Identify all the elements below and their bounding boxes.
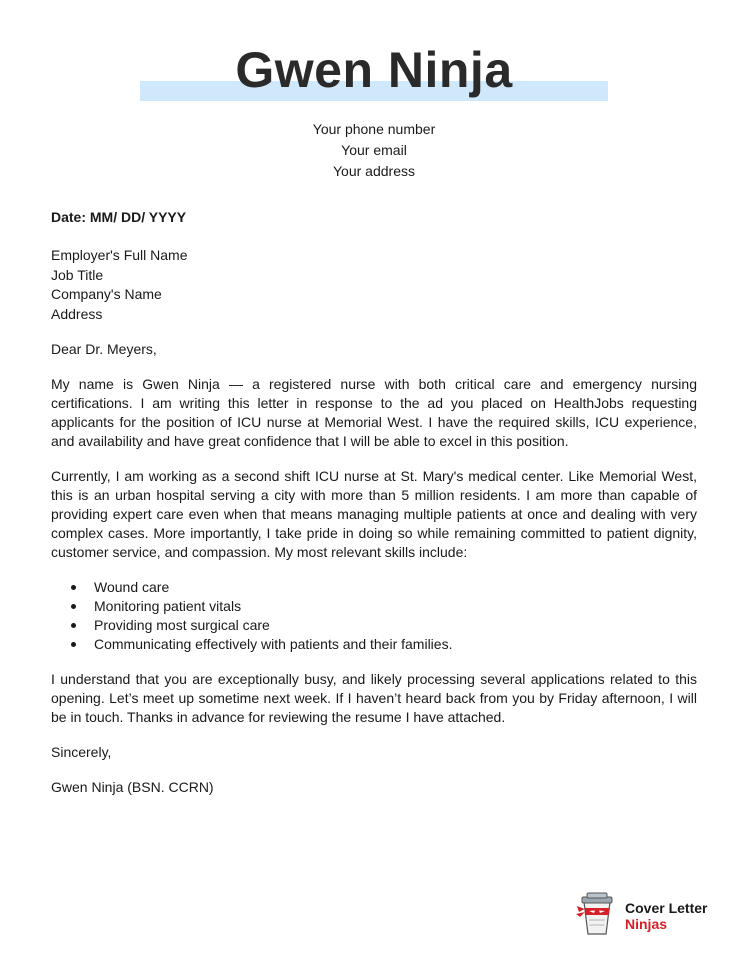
applicant-name: Gwen Ninja	[235, 42, 513, 98]
logo-line-1: Cover Letter	[625, 900, 708, 916]
contact-email: Your email	[341, 142, 407, 158]
closing-paragraph: I understand that you are exceptionally busy, and likely processing several applications related to this opening. Let’s meet up sometime next week. If I haven’t heard back from you by Friday afternoon, I will be in touch. Thanks in advance for reviewing the resume I have attached.	[51, 671, 697, 725]
letter-body	[51, 208, 697, 797]
cover-letter-ninjas-logo	[575, 890, 725, 938]
recipient-block	[51, 246, 697, 324]
bullet-icon	[71, 642, 76, 647]
list-item	[51, 616, 697, 635]
recipient-company: Company's Name	[51, 286, 162, 302]
sign-off: Sincerely,	[51, 744, 112, 760]
bullet-icon	[71, 604, 76, 609]
list-item	[51, 578, 697, 597]
skill-text: Monitoring patient vitals	[94, 598, 242, 614]
skills-list	[51, 578, 697, 654]
skill-text: Communicating effectively with patients and their families.	[94, 636, 453, 652]
skill-text: Wound care	[94, 579, 170, 595]
bullet-icon	[71, 623, 76, 628]
recipient-name: Employer's Full Name	[51, 247, 188, 263]
letter-date: Date: MM/ DD/ YYYY	[51, 209, 187, 225]
experience-paragraph: Currently, I am working as a second shift ICU nurse at St. Mary's medical center. Like Memorial West, this is an urban hospital serving a city with more than 5 million residents. I am more than capable of providing expert care even when that means managing multiple patients at once and dealing with very complex cases. More importantly, I take pride in doing so while remaining committed to patient dignity, customer service, and compassion. My most relevant skills include:	[51, 468, 697, 560]
recipient-title: Job Title	[51, 266, 104, 283]
logo-wordmark	[625, 900, 707, 932]
contact-phone: Your phone number	[312, 121, 436, 137]
list-item	[51, 597, 697, 616]
logo-line-2: Ninjas	[625, 916, 668, 932]
skill-text: Providing most surgical care	[94, 617, 270, 633]
signature: Gwen Ninja (BSN. CCRN)	[51, 779, 214, 795]
recipient-address: Address	[51, 305, 103, 322]
list-item	[51, 635, 697, 654]
contact-block	[0, 119, 748, 182]
contact-address: Your address	[333, 163, 415, 179]
ninja-mascot-icon	[575, 890, 619, 938]
greeting: Dear Dr. Meyers,	[51, 341, 157, 357]
intro-paragraph: My name is Gwen Ninja — a registered nurse with both critical care and emergency nursing certifications. I am writing this letter in response to the ad you placed on HealthJobs requesting applicants for the position of ICU nurse at Memorial West. I have the required skills, ICU experience, and availability and have great confidence that I will be able to excel in this position.	[51, 376, 697, 449]
bullet-icon	[71, 585, 76, 590]
